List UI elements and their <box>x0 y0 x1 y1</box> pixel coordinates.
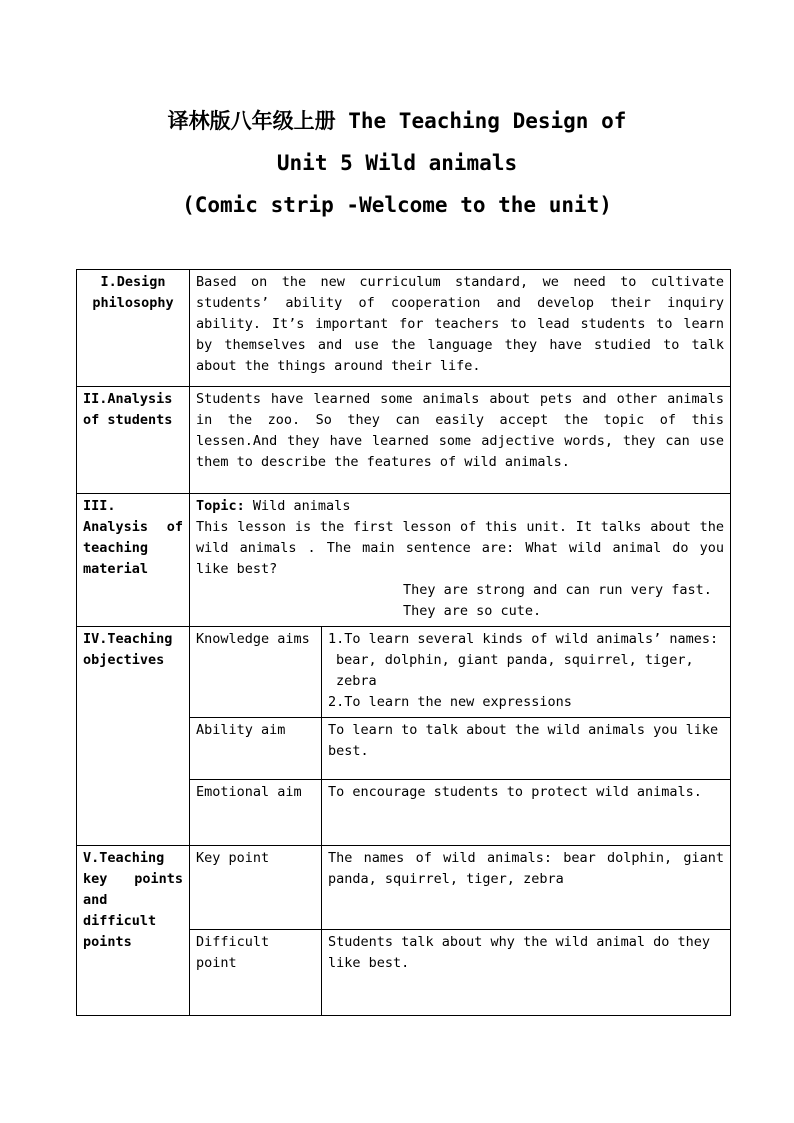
analysis-of-material-heading: III. Analysis of teaching material <box>77 494 190 627</box>
analysis-of-students-row <box>77 387 731 494</box>
analysis-of-students-heading: II.Analysis of students <box>77 387 190 494</box>
material-answer-2: They are so cute. <box>403 603 542 619</box>
analysis-of-material-cell <box>190 494 731 627</box>
emotional-aim-content: To encourage students to protect wild animals. <box>322 780 731 846</box>
topic-value: Wild animals <box>244 498 351 514</box>
key-points-heading: V.Teaching key points and difficult points <box>77 846 190 1016</box>
topic-label: Topic: <box>196 498 245 514</box>
title-line-3: (Comic strip -Welcome to the unit) <box>182 193 612 217</box>
knowledge-aims-label: Knowledge aims <box>190 627 322 718</box>
key-point-row <box>77 846 731 930</box>
teaching-design-table <box>76 269 731 1016</box>
ability-aim-content: To learn to talk about the wild animals you like best. <box>322 718 731 780</box>
knowledge-aims-row <box>77 627 731 718</box>
difficult-point-label: Difficult point <box>190 930 322 1016</box>
knowledge-aims-line-2: bear, dolphin, giant panda, squirrel, tiger, zebra <box>336 652 694 689</box>
teaching-objectives-heading: IV.Teaching objectives <box>77 627 190 846</box>
design-philosophy-row <box>77 270 731 387</box>
knowledge-aims-line-1: 1.To learn several kinds of wild animals’ names: <box>328 631 719 647</box>
document-title <box>0 100 794 226</box>
title-line-2: Unit 5 Wild animals <box>276 151 518 175</box>
material-answer-1: They are strong and can run very fast. <box>403 582 712 598</box>
analysis-of-students-content: Students have learned some animals about pets and other animals in the zoo. So they can easily accept the topic of this lessen.And they have learned some adjective words, they can use them to describe the features of wild animals. <box>190 387 731 494</box>
difficult-point-content: Students talk about why the wild animal do they like best. <box>322 930 731 1016</box>
ability-aim-label: Ability aim <box>190 718 322 780</box>
emotional-aim-label: Emotional aim <box>190 780 322 846</box>
knowledge-aims-content <box>322 627 731 718</box>
knowledge-aims-line-3: 2.To learn the new expressions <box>328 694 572 710</box>
key-point-content: The names of wild animals: bear dolphin, giant panda, squirrel, tiger, zebra <box>322 846 731 930</box>
material-description: This lesson is the first lesson of this unit. It talks about the wild animals . The main sentence are: What wild animal do you like best? <box>196 519 724 577</box>
topic-line <box>196 496 724 517</box>
analysis-of-material-row <box>77 494 731 627</box>
design-philosophy-heading: I.Design philosophy <box>77 270 190 387</box>
design-philosophy-content: Based on the new curriculum standard, we need to cultivate students’ ability of cooperation and develop their inquiry ability. It’s important for teachers to lead students to learn by themselves and use the language they have studied to talk about the things around their life. <box>190 270 731 387</box>
key-point-label: Key point <box>190 846 322 930</box>
title-line-1: 译林版八年级上册 The Teaching Design of <box>167 109 627 133</box>
